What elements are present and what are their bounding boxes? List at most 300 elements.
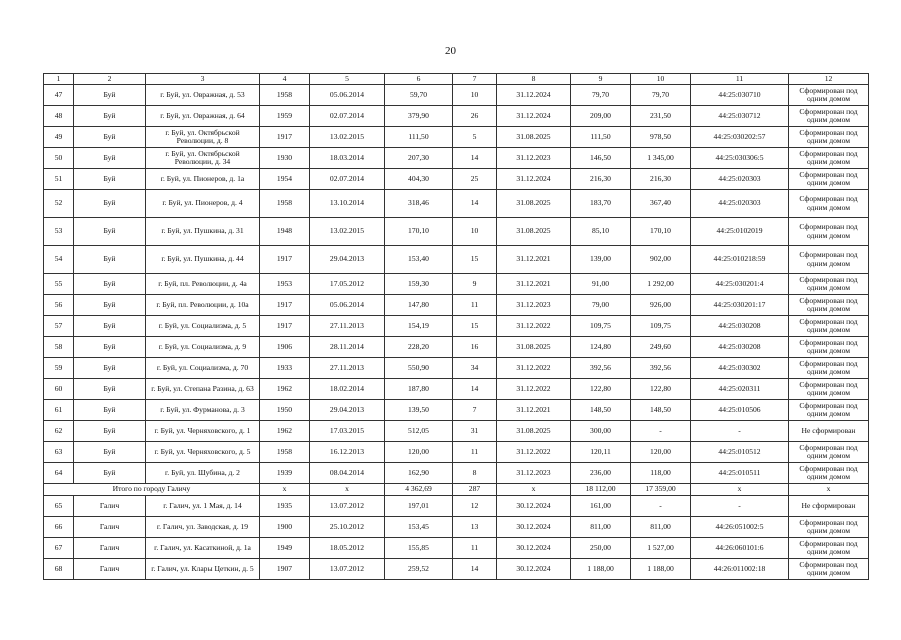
table-cell: 52 (44, 190, 74, 218)
table-cell: 1917 (260, 246, 310, 274)
table-cell: 17 359,00 (631, 484, 691, 496)
table-cell: Сформирован под одним домом (789, 337, 869, 358)
table-cell: 183,70 (571, 190, 631, 218)
table-cell: 31 (453, 421, 497, 442)
table-cell: x (691, 484, 789, 496)
table-cell: 28.11.2014 (310, 337, 385, 358)
table-cell: г. Буй, ул. Степана Разина, д. 63 (146, 379, 260, 400)
table-cell: 54 (44, 246, 74, 274)
table-cell: 13 (453, 517, 497, 538)
table-cell: г. Буй, ул. Шубина, д. 2 (146, 463, 260, 484)
table-cell: 57 (44, 316, 74, 337)
table-cell: 1 527,00 (631, 538, 691, 559)
table-cell: 379,90 (385, 106, 453, 127)
table-cell: 153,40 (385, 246, 453, 274)
table-cell: 44:25:010512 (691, 442, 789, 463)
table-cell: 231,50 (631, 106, 691, 127)
table-row (44, 400, 869, 421)
table-cell: 65 (44, 496, 74, 517)
table-cell: 7 (453, 400, 497, 421)
table-cell: Буй (74, 442, 146, 463)
table-cell: - (631, 421, 691, 442)
table-cell: 122,80 (571, 379, 631, 400)
table-cell: Буй (74, 106, 146, 127)
table-cell: 153,45 (385, 517, 453, 538)
table-cell: 392,56 (571, 358, 631, 379)
table-cell: 26 (453, 106, 497, 127)
table-cell: 1 (44, 74, 74, 85)
table-cell: 61 (44, 400, 74, 421)
table-cell: 1 345,00 (631, 148, 691, 169)
table-cell: 44:25:010218:59 (691, 246, 789, 274)
table-row (44, 85, 869, 106)
table-cell: Сформирован под одним домом (789, 538, 869, 559)
table-cell: Буй (74, 400, 146, 421)
table-cell: Сформирован под одним домом (789, 246, 869, 274)
table-cell: г. Буй, ул. Пушкина, д. 31 (146, 218, 260, 246)
table-cell: Буй (74, 274, 146, 295)
table-cell: 44:25:030306:5 (691, 148, 789, 169)
table-cell: x (260, 484, 310, 496)
table-cell: Буй (74, 127, 146, 148)
table-row (44, 106, 869, 127)
table-cell: 259,52 (385, 559, 453, 580)
table-cell: 9 (453, 274, 497, 295)
table-cell: 31.12.2024 (497, 169, 571, 190)
table-cell: 236,00 (571, 463, 631, 484)
table-cell: 30.12.2024 (497, 559, 571, 580)
table-cell: 6 (385, 74, 453, 85)
table-cell: Сформирован под одним домом (789, 559, 869, 580)
table-cell: 31.12.2021 (497, 246, 571, 274)
table-cell: 44:26:051002:5 (691, 517, 789, 538)
table-cell: 44:25:020311 (691, 379, 789, 400)
table-cell: 31.12.2023 (497, 295, 571, 316)
table-cell: Сформирован под одним домом (789, 148, 869, 169)
table-cell: 1954 (260, 169, 310, 190)
table-cell: 120,00 (385, 442, 453, 463)
table-cell: 31.12.2024 (497, 85, 571, 106)
table-cell: x (310, 484, 385, 496)
table-cell: 34 (453, 358, 497, 379)
table-cell: 30.12.2024 (497, 538, 571, 559)
table-cell: - (691, 421, 789, 442)
table-cell: 207,30 (385, 148, 453, 169)
table-cell: 11 (453, 442, 497, 463)
table-cell: Буй (74, 85, 146, 106)
table-cell: 1917 (260, 295, 310, 316)
table-cell: 1958 (260, 85, 310, 106)
table-cell: 51 (44, 169, 74, 190)
table-cell: 1962 (260, 379, 310, 400)
table-cell: Сформирован под одним домом (789, 218, 869, 246)
table-row (44, 190, 869, 218)
table-cell: Сформирован под одним домом (789, 274, 869, 295)
table-cell: 4 (260, 74, 310, 85)
table-cell: Сформирован под одним домом (789, 517, 869, 538)
table-cell: Сформирован под одним домом (789, 400, 869, 421)
table-cell: 9 (571, 74, 631, 85)
table-cell: 13.02.2015 (310, 218, 385, 246)
table-cell: 146,50 (571, 148, 631, 169)
table-cell: Буй (74, 190, 146, 218)
table-row (44, 538, 869, 559)
table-cell: 02.07.2014 (310, 169, 385, 190)
table-cell: 228,20 (385, 337, 453, 358)
table-cell: Галич (74, 517, 146, 538)
table-cell: г. Буй, пл. Революции, д. 10а (146, 295, 260, 316)
table-cell: 4 362,69 (385, 484, 453, 496)
table-cell: 11 (453, 295, 497, 316)
table-cell: 13.10.2014 (310, 190, 385, 218)
table-cell: г. Буй, ул. Пионеров, д. 4 (146, 190, 260, 218)
table-cell: г. Буй, ул. Октябрьской Революции, д. 8 (146, 127, 260, 148)
table-cell: 8 (453, 463, 497, 484)
table-cell: 31.12.2023 (497, 463, 571, 484)
table-cell: 44:25:020303 (691, 169, 789, 190)
table-cell: 1953 (260, 274, 310, 295)
table-cell: 31.08.2025 (497, 337, 571, 358)
table-cell: x (789, 484, 869, 496)
table-cell: 68 (44, 559, 74, 580)
table-cell: 44:25:010506 (691, 400, 789, 421)
table-cell: 1930 (260, 148, 310, 169)
table-cell: 1949 (260, 538, 310, 559)
table-cell: 31.12.2022 (497, 358, 571, 379)
table-cell: 154,19 (385, 316, 453, 337)
table-row (44, 358, 869, 379)
table-cell: 170,10 (631, 218, 691, 246)
table-row (44, 421, 869, 442)
table-cell: 550,90 (385, 358, 453, 379)
table-cell: 55 (44, 274, 74, 295)
table-cell: Сформирован под одним домом (789, 316, 869, 337)
table-cell: 139,00 (571, 246, 631, 274)
table-cell: г. Буй, ул. Фурманова, д. 3 (146, 400, 260, 421)
table-cell: 120,11 (571, 442, 631, 463)
table-cell: 250,00 (571, 538, 631, 559)
table-cell: 14 (453, 190, 497, 218)
table-cell: 367,40 (631, 190, 691, 218)
table-cell: Буй (74, 295, 146, 316)
housing-register-table (43, 73, 869, 580)
table-cell: 5 (453, 127, 497, 148)
table-cell: 13.02.2015 (310, 127, 385, 148)
table-cell: 44:25:010511 (691, 463, 789, 484)
table-cell: x (497, 484, 571, 496)
table-cell: 159,30 (385, 274, 453, 295)
table-cell: 13.07.2012 (310, 559, 385, 580)
table-cell: 209,00 (571, 106, 631, 127)
table-cell: 926,00 (631, 295, 691, 316)
table-row (44, 274, 869, 295)
table-cell: 1948 (260, 218, 310, 246)
table-cell: 44:25:030202:57 (691, 127, 789, 148)
table-cell: 1907 (260, 559, 310, 580)
table-row (44, 379, 869, 400)
table-cell: 59 (44, 358, 74, 379)
table-cell: г. Буй, ул. Социализма, д. 70 (146, 358, 260, 379)
table-cell: 978,50 (631, 127, 691, 148)
table-cell: 122,80 (631, 379, 691, 400)
table-cell: - (631, 496, 691, 517)
table-cell: г. Буй, ул. Черняховского, д. 5 (146, 442, 260, 463)
table-cell: 18.05.2012 (310, 538, 385, 559)
table-cell: 1906 (260, 337, 310, 358)
table-cell: 60 (44, 379, 74, 400)
table-cell: 85,10 (571, 218, 631, 246)
table-cell: 162,90 (385, 463, 453, 484)
table-cell: 1958 (260, 190, 310, 218)
table-cell: 31.12.2022 (497, 379, 571, 400)
table-cell: 31.08.2025 (497, 218, 571, 246)
table-cell: г. Буй, ул. Социализма, д. 5 (146, 316, 260, 337)
table-row (44, 246, 869, 274)
table-cell: 67 (44, 538, 74, 559)
table-cell: 161,00 (571, 496, 631, 517)
table-row (44, 148, 869, 169)
table-cell: 14 (453, 379, 497, 400)
table-cell: 148,50 (631, 400, 691, 421)
table-cell: 111,50 (571, 127, 631, 148)
table-cell: Буй (74, 379, 146, 400)
table-row (44, 559, 869, 580)
table-cell: 14 (453, 559, 497, 580)
table-cell: 44:25:030201:17 (691, 295, 789, 316)
table-cell: 120,00 (631, 442, 691, 463)
table-cell: 44:25:030208 (691, 316, 789, 337)
table-cell: 49 (44, 127, 74, 148)
table-cell: 30.12.2024 (497, 496, 571, 517)
table-cell: 44:25:030302 (691, 358, 789, 379)
table-cell: 300,00 (571, 421, 631, 442)
table-cell: г. Галич, ул. Заводская, д. 19 (146, 517, 260, 538)
table-cell: 404,30 (385, 169, 453, 190)
table-cell: г. Буй, ул. Октябрьской Революции, д. 34 (146, 148, 260, 169)
table-cell: 59,70 (385, 85, 453, 106)
table-cell: Буй (74, 421, 146, 442)
table-cell: Буй (74, 169, 146, 190)
table-cell: Буй (74, 148, 146, 169)
table-cell: г. Галич, ул. Клары Цеткин, д. 5 (146, 559, 260, 580)
table-cell: 15 (453, 246, 497, 274)
table-cell: 8 (497, 74, 571, 85)
table-cell: 197,01 (385, 496, 453, 517)
table-cell: 79,70 (571, 85, 631, 106)
total-row (44, 484, 869, 496)
table-cell: 16.12.2013 (310, 442, 385, 463)
table-cell: 05.06.2014 (310, 85, 385, 106)
table-row (44, 442, 869, 463)
table-cell: 216,30 (631, 169, 691, 190)
table-row (44, 127, 869, 148)
table-cell: г. Буй, ул. Пионеров, д. 1а (146, 169, 260, 190)
table-cell: 2 (74, 74, 146, 85)
table-cell: 118,00 (631, 463, 691, 484)
table-cell: 1 292,00 (631, 274, 691, 295)
table-cell: 44:25:030201:4 (691, 274, 789, 295)
table-cell: 62 (44, 421, 74, 442)
table-cell: 47 (44, 85, 74, 106)
table-cell: 29.04.2013 (310, 400, 385, 421)
table-cell: г. Буй, пл. Революции, д. 4а (146, 274, 260, 295)
table-cell: 287 (453, 484, 497, 496)
table-cell: 1962 (260, 421, 310, 442)
table-cell: Сформирован под одним домом (789, 169, 869, 190)
table-cell: 147,80 (385, 295, 453, 316)
table-cell: 1959 (260, 106, 310, 127)
table-cell: Сформирован под одним домом (789, 463, 869, 484)
table-cell: 392,56 (631, 358, 691, 379)
table-row (44, 295, 869, 316)
table-cell: Буй (74, 337, 146, 358)
table-cell: 14 (453, 148, 497, 169)
table-cell: 811,00 (571, 517, 631, 538)
table-cell: Буй (74, 218, 146, 246)
table-cell: Не сформирован (789, 496, 869, 517)
table-cell: Сформирован под одним домом (789, 85, 869, 106)
table-cell: 1950 (260, 400, 310, 421)
table-cell: 31.12.2021 (497, 400, 571, 421)
table-cell: Сформирован под одним домом (789, 442, 869, 463)
table-cell: Буй (74, 358, 146, 379)
table-cell: 44:26:060101:6 (691, 538, 789, 559)
table-cell: 53 (44, 218, 74, 246)
page-number: 20 (445, 45, 456, 57)
table-cell: г. Буй, ул. Пушкина, д. 44 (146, 246, 260, 274)
table-cell: г. Буй, ул. Овражная, д. 53 (146, 85, 260, 106)
table-cell: г. Галич, ул. 1 Мая, д. 14 (146, 496, 260, 517)
table-cell: 58 (44, 337, 74, 358)
table-cell: 249,60 (631, 337, 691, 358)
table-cell: г. Буй, ул. Черняховского, д. 1 (146, 421, 260, 442)
table-cell: 1935 (260, 496, 310, 517)
table-cell: 170,10 (385, 218, 453, 246)
table-cell: - (691, 496, 789, 517)
table-cell: 5 (310, 74, 385, 85)
table-cell: 10 (631, 74, 691, 85)
table-cell: 12 (453, 496, 497, 517)
table-cell: 148,50 (571, 400, 631, 421)
table-cell: 1900 (260, 517, 310, 538)
table-row (44, 517, 869, 538)
table-cell: Буй (74, 463, 146, 484)
table-cell: 31.08.2025 (497, 127, 571, 148)
table-cell: Галич (74, 496, 146, 517)
table-row (44, 463, 869, 484)
table-cell: 1917 (260, 316, 310, 337)
table-cell: Галич (74, 559, 146, 580)
table-cell: 3 (146, 74, 260, 85)
table-cell: 44:25:030712 (691, 106, 789, 127)
table-cell: 216,30 (571, 169, 631, 190)
table-row (44, 316, 869, 337)
table-cell: 02.07.2014 (310, 106, 385, 127)
column-number-row (44, 74, 869, 85)
table-cell: Буй (74, 246, 146, 274)
table-cell: 512,05 (385, 421, 453, 442)
table-cell: 44:25:020303 (691, 190, 789, 218)
table-cell: Сформирован под одним домом (789, 106, 869, 127)
table-row (44, 337, 869, 358)
table-cell: 13.07.2012 (310, 496, 385, 517)
table-cell: Галич (74, 538, 146, 559)
table-cell: 08.04.2014 (310, 463, 385, 484)
table-cell: 1933 (260, 358, 310, 379)
table-cell: 44:25:0102019 (691, 218, 789, 246)
table-cell: 50 (44, 148, 74, 169)
table-cell: 31.08.2025 (497, 190, 571, 218)
table-cell: 11 (691, 74, 789, 85)
table-cell: 27.11.2013 (310, 316, 385, 337)
table-cell: 15 (453, 316, 497, 337)
table-cell: 30.12.2024 (497, 517, 571, 538)
table-cell: Итого по городу Галичу (44, 484, 260, 496)
table-cell: 10 (453, 85, 497, 106)
table-cell: 44:25:030710 (691, 85, 789, 106)
table-cell: 44:26:011002:18 (691, 559, 789, 580)
table-cell: 139,50 (385, 400, 453, 421)
table-cell: 1958 (260, 442, 310, 463)
table-cell: 66 (44, 517, 74, 538)
table-cell: 109,75 (571, 316, 631, 337)
table-cell: 12 (789, 74, 869, 85)
table-cell: 109,75 (631, 316, 691, 337)
table-cell: 318,46 (385, 190, 453, 218)
table-cell: 64 (44, 463, 74, 484)
table-cell: 31.12.2021 (497, 274, 571, 295)
table-cell: Буй (74, 316, 146, 337)
table-cell: г. Буй, ул. Овражная, д. 64 (146, 106, 260, 127)
table-cell: 1917 (260, 127, 310, 148)
table-cell: 18.02.2014 (310, 379, 385, 400)
table-cell: 31.12.2022 (497, 442, 571, 463)
table-cell: 811,00 (631, 517, 691, 538)
table-cell: 91,00 (571, 274, 631, 295)
table-cell: 31.12.2022 (497, 316, 571, 337)
table-cell: 17.03.2015 (310, 421, 385, 442)
table-cell: 56 (44, 295, 74, 316)
table-cell: г. Галич, ул. Касаткиной, д. 1а (146, 538, 260, 559)
table-cell: 1939 (260, 463, 310, 484)
table-cell: 31.08.2025 (497, 421, 571, 442)
table-row (44, 169, 869, 190)
table-cell: 48 (44, 106, 74, 127)
table-cell: 187,80 (385, 379, 453, 400)
table-cell: 11 (453, 538, 497, 559)
table-cell: Сформирован под одним домом (789, 127, 869, 148)
table-cell: 79,00 (571, 295, 631, 316)
table-cell: Сформирован под одним домом (789, 379, 869, 400)
table-cell: 25.10.2012 (310, 517, 385, 538)
table-cell: 111,50 (385, 127, 453, 148)
table-cell: Сформирован под одним домом (789, 190, 869, 218)
table-cell: 7 (453, 74, 497, 85)
table-cell: 18.03.2014 (310, 148, 385, 169)
table-cell: 27.11.2013 (310, 358, 385, 379)
table-cell: 902,00 (631, 246, 691, 274)
table-cell: 29.04.2013 (310, 246, 385, 274)
table-cell: 10 (453, 218, 497, 246)
table-cell: Не сформирован (789, 421, 869, 442)
table-cell: Сформирован под одним домом (789, 295, 869, 316)
table-cell: 124,80 (571, 337, 631, 358)
table-cell: 44:25:030208 (691, 337, 789, 358)
table-cell: 79,70 (631, 85, 691, 106)
table-cell: 18 112,00 (571, 484, 631, 496)
table-cell: 31.12.2023 (497, 148, 571, 169)
table-row (44, 218, 869, 246)
